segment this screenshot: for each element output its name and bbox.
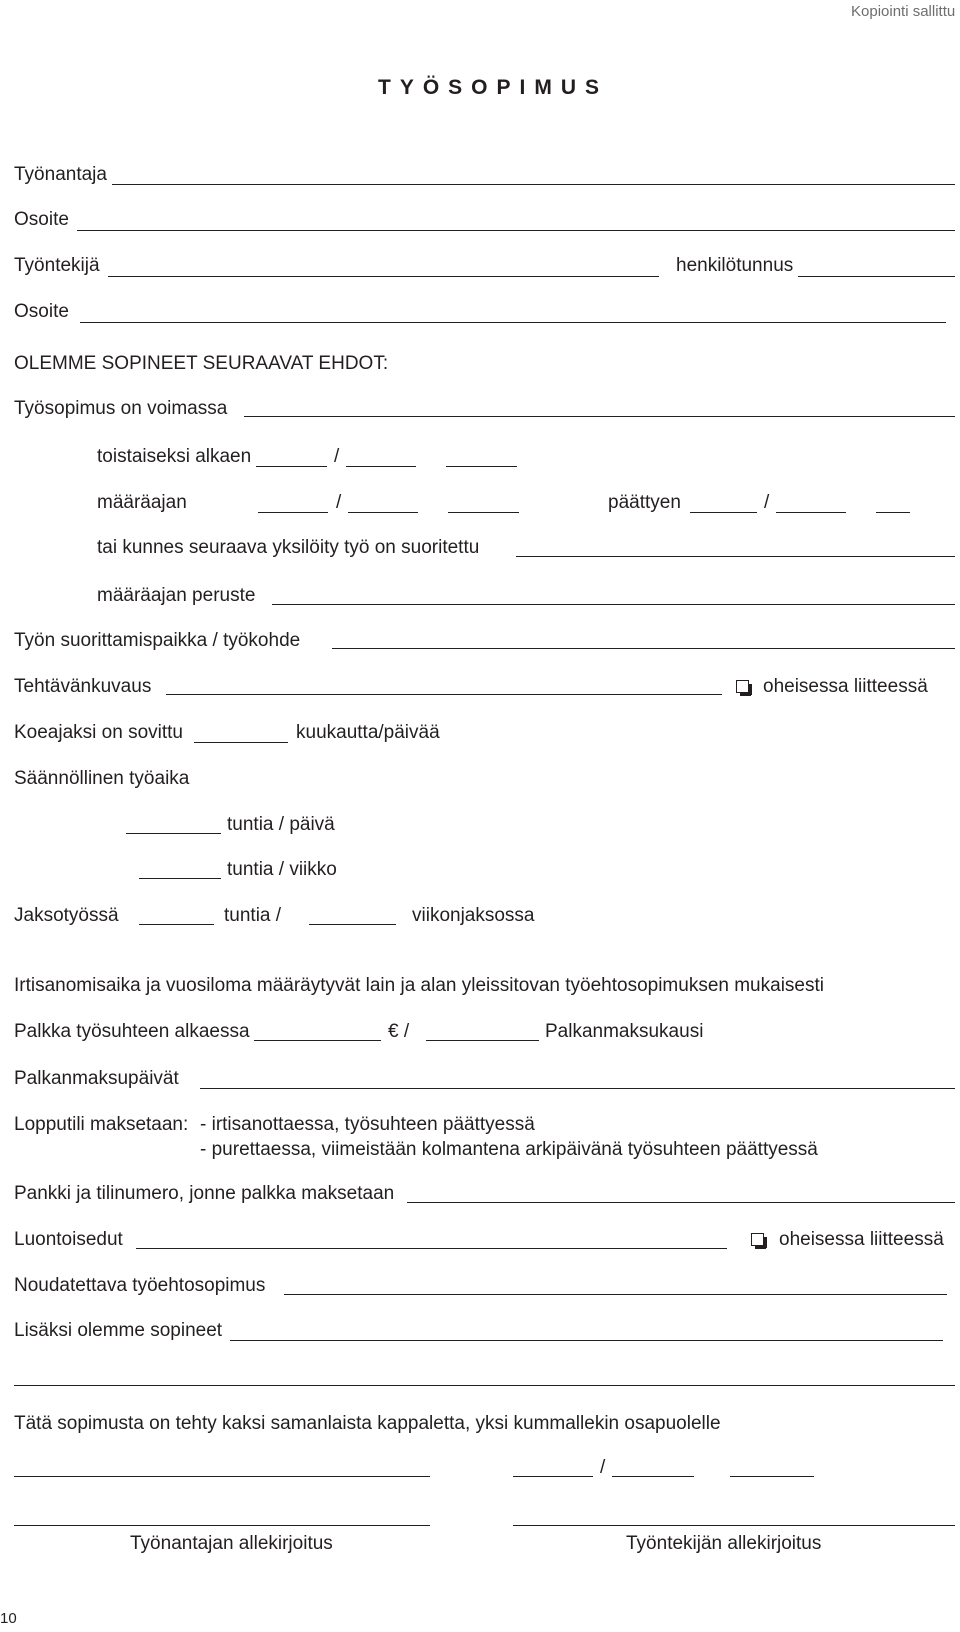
notice-period-text: Irtisanomisaika ja vuosiloma määräytyvät lain ja alan yleissitovan työehtosopimuksen mukaisesti: [14, 975, 824, 996]
contract-valid-label: Työsopimus on voimassa: [14, 398, 228, 419]
collective-agreement-label: Noudatettava työehtosopimus: [14, 1275, 266, 1296]
date-slash: /: [764, 492, 770, 513]
regular-hours-label: Säännöllinen työaika: [14, 768, 190, 789]
document-title: TYÖSOPIMUS: [378, 76, 609, 99]
employer-address-field[interactable]: [77, 230, 955, 231]
attached-label-benefits: oheisessa liitteessä: [779, 1229, 944, 1250]
fixed-term-reason-label: määräajan peruste: [97, 585, 256, 606]
hours-per-day-label: tuntia / päivä: [227, 814, 335, 835]
week-period-label: viikonjaksossa: [412, 905, 535, 926]
employee-field[interactable]: [108, 276, 659, 277]
attached-label-job: oheisessa liitteessä: [763, 676, 928, 697]
employer-field[interactable]: [112, 184, 955, 185]
ending-label: päättyen: [608, 492, 681, 513]
additionally-field-line-2[interactable]: [14, 1385, 955, 1386]
indefinite-year-field[interactable]: [446, 466, 517, 467]
workplace-field[interactable]: [332, 648, 955, 649]
additionally-label: Lisäksi olemme sopineet: [14, 1320, 223, 1341]
salary-start-label: Palkka työsuhteen alkaessa: [14, 1021, 250, 1042]
period-work-label: Jaksotyössä: [14, 905, 119, 926]
benefits-field[interactable]: [136, 1248, 727, 1249]
fixed-term-month-field[interactable]: [348, 512, 418, 513]
sign-date-day-field[interactable]: [513, 1476, 593, 1477]
pay-period-label: Palkanmaksukausi: [545, 1021, 704, 1042]
workplace-label: Työn suorittamispaikka / työkohde: [14, 630, 301, 651]
attached-checkbox-job[interactable]: [736, 680, 749, 693]
until-work-done-label: tai kunnes seuraava yksilöity työ on suoritettu: [97, 537, 480, 558]
indefinite-day-field[interactable]: [256, 466, 327, 467]
probation-field[interactable]: [194, 742, 288, 743]
pay-days-field[interactable]: [200, 1088, 955, 1089]
job-description-label: Tehtävänkuvaus: [14, 676, 152, 697]
final-pay-option-1: - irtisanottaessa, työsuhteen päättyessä: [200, 1114, 535, 1135]
employer-label: Työnantaja: [14, 164, 107, 185]
benefits-label: Luontoisedut: [14, 1229, 123, 1250]
employee-signature-label: Työntekijän allekirjoitus: [626, 1533, 822, 1554]
salary-unit-field[interactable]: [426, 1040, 539, 1041]
bank-label: Pankki ja tilinumero, jonne palkka maksetaan: [14, 1183, 395, 1204]
euro-slash-label: € /: [388, 1021, 410, 1042]
contract-valid-field[interactable]: [244, 416, 955, 417]
period-hours-field[interactable]: [139, 924, 214, 925]
final-pay-option-2: - purettaessa, viimeistään kolmantena arkipäivänä työsuhteen päättyessä: [200, 1139, 818, 1160]
employee-label: Työntekijä: [14, 255, 100, 276]
ssn-label: henkilötunnus: [676, 255, 794, 276]
pay-days-label: Palkanmaksupäivät: [14, 1068, 179, 1089]
probation-label: Koeajaksi on sovittu: [14, 722, 183, 743]
final-pay-label: Lopputili maksetaan:: [14, 1114, 189, 1135]
employer-signature-label: Työnantajan allekirjoitus: [130, 1533, 333, 1554]
fixed-term-label: määräajan: [97, 492, 187, 513]
employer-signature-line[interactable]: [14, 1525, 430, 1526]
additionally-field[interactable]: [230, 1340, 943, 1341]
fixed-term-reason-field[interactable]: [272, 604, 955, 605]
indefinite-label: toistaiseksi alkaen: [97, 446, 252, 467]
probation-unit-label: kuukautta/päivää: [296, 722, 440, 743]
date-slash: /: [600, 1457, 606, 1478]
collective-agreement-field[interactable]: [284, 1294, 947, 1295]
employee-address-field[interactable]: [80, 322, 946, 323]
hours-per-week-field[interactable]: [139, 878, 221, 879]
date-slash: /: [336, 492, 342, 513]
page-number: 10: [0, 1610, 17, 1627]
copies-text: Tätä sopimusta on tehty kaksi samanlaista kappaletta, yksi kummallekin osapuolelle: [14, 1413, 721, 1434]
employer-address-label: Osoite: [14, 209, 69, 230]
agreed-terms-heading: OLEMME SOPINEET SEURAAVAT EHDOT:: [14, 353, 389, 374]
indefinite-month-field[interactable]: [346, 466, 416, 467]
sign-date-month-field[interactable]: [612, 1476, 694, 1477]
salary-amount-field[interactable]: [254, 1040, 381, 1041]
bank-field[interactable]: [407, 1202, 955, 1203]
fixed-term-year-field[interactable]: [448, 512, 519, 513]
ending-day-field[interactable]: [690, 512, 757, 513]
fixed-term-day-field[interactable]: [258, 512, 328, 513]
ssn-field[interactable]: [798, 276, 955, 277]
attached-checkbox-benefits[interactable]: [751, 1233, 764, 1246]
place-field[interactable]: [14, 1476, 430, 1477]
until-work-done-field[interactable]: [516, 556, 955, 557]
ending-month-field[interactable]: [776, 512, 846, 513]
sign-date-year-field[interactable]: [730, 1476, 814, 1477]
hours-per-day-field[interactable]: [126, 833, 221, 834]
ending-year-field[interactable]: [876, 512, 910, 513]
hours-per-week-label: tuntia / viikko: [227, 859, 337, 880]
period-weeks-field[interactable]: [309, 924, 396, 925]
employee-address-label: Osoite: [14, 301, 69, 322]
date-slash: /: [334, 446, 340, 467]
hours-per-label: tuntia /: [224, 905, 282, 926]
employee-signature-line[interactable]: [513, 1525, 955, 1526]
copy-permission-note: Kopiointi sallittu: [851, 3, 956, 20]
job-description-field[interactable]: [166, 694, 722, 695]
